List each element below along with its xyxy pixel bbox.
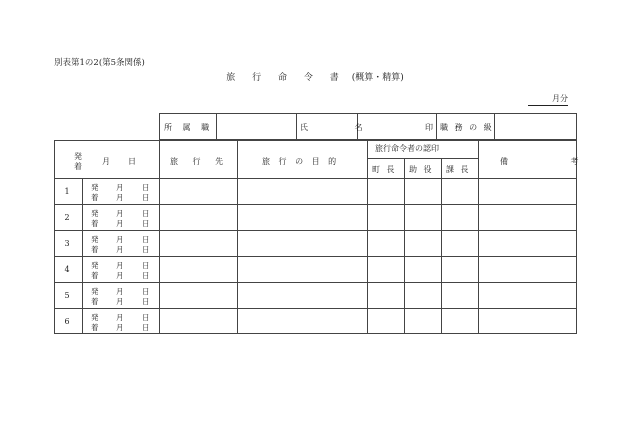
row-depart-label: 発 <box>91 261 99 270</box>
row-depart-day: 日 <box>142 313 150 322</box>
header-month: 月 <box>102 157 110 166</box>
row-approval-deputy-cell[interactable] <box>405 257 441 282</box>
grade-input[interactable] <box>495 114 576 139</box>
row-approval-mayor-cell[interactable] <box>368 309 404 334</box>
header-approval-group: 旅行命令者の認印 <box>375 144 439 153</box>
name-input[interactable] <box>358 114 426 139</box>
row-arrive-month: 月 <box>116 297 124 306</box>
row-approval-chief-cell[interactable] <box>442 231 478 256</box>
title-subtitle: (概算・精算) <box>351 73 404 83</box>
row-arrive-month: 月 <box>116 219 124 228</box>
row-destination-cell[interactable] <box>160 283 237 308</box>
row-depart-month: 月 <box>116 235 124 244</box>
row-arrive-month: 月 <box>116 323 124 332</box>
row-arrive-label: 着 <box>91 271 99 280</box>
header-remarks <box>500 158 609 166</box>
row-number: 2 <box>64 213 70 222</box>
row-remarks-cell[interactable] <box>479 231 576 256</box>
header-arrive: 着 <box>74 162 82 171</box>
row-purpose-cell[interactable] <box>238 257 367 282</box>
header-depart: 発 <box>74 152 82 161</box>
header-destination: 旅 行 先 <box>170 157 230 166</box>
row-depart-label: 発 <box>91 209 99 218</box>
row-arrive-month: 月 <box>116 245 124 254</box>
row-depart-day: 日 <box>142 209 150 218</box>
row-approval-deputy-cell[interactable] <box>405 283 441 308</box>
name-label-text: 氏 名 <box>300 123 385 132</box>
header-day: 日 <box>128 157 136 166</box>
row-arrive-label: 着 <box>91 323 99 332</box>
row-approval-mayor-cell[interactable] <box>368 179 404 204</box>
header-purpose: 旅 行 の 目 的 <box>262 157 340 166</box>
row-purpose-cell[interactable] <box>238 283 367 308</box>
row-approval-mayor-cell[interactable] <box>368 231 404 256</box>
row-depart-month: 月 <box>116 313 124 322</box>
row-purpose-cell[interactable] <box>238 179 367 204</box>
row-depart-month: 月 <box>116 287 124 296</box>
row-approval-deputy-cell[interactable] <box>405 309 441 334</box>
month-field[interactable]: 月分 <box>528 93 568 106</box>
row-arrive-day: 日 <box>142 245 150 254</box>
row-approval-deputy-cell[interactable] <box>405 231 441 256</box>
row-remarks-cell[interactable] <box>479 179 576 204</box>
row-number: 1 <box>64 187 70 196</box>
row-arrive-label: 着 <box>91 245 99 254</box>
row-depart-day: 日 <box>142 183 150 192</box>
row-approval-chief-cell[interactable] <box>442 205 478 230</box>
row-approval-deputy-cell[interactable] <box>405 179 441 204</box>
row-destination-cell[interactable] <box>160 309 237 334</box>
row-number: 4 <box>64 265 70 274</box>
row-depart-day: 日 <box>142 235 150 244</box>
reference-note: 別表第1の2(第5条関係) <box>54 58 145 68</box>
row-purpose-cell[interactable] <box>238 309 367 334</box>
row-approval-chief-cell[interactable] <box>442 283 478 308</box>
row-destination-cell[interactable] <box>160 205 237 230</box>
row-approval-chief-cell[interactable] <box>442 309 478 334</box>
row-destination-cell[interactable] <box>160 257 237 282</box>
row-depart-label: 発 <box>91 287 99 296</box>
row-depart-day: 日 <box>142 287 150 296</box>
row-destination-cell[interactable] <box>160 231 237 256</box>
row-remarks-cell[interactable] <box>479 283 576 308</box>
affiliation-label: 所 属 職 <box>164 123 214 132</box>
row-purpose-cell[interactable] <box>238 205 367 230</box>
row-arrive-day: 日 <box>142 323 150 332</box>
row-depart-label: 発 <box>91 183 99 192</box>
row-arrive-day: 日 <box>142 271 150 280</box>
row-number: 3 <box>64 239 70 248</box>
row-remarks-cell[interactable] <box>479 309 576 334</box>
header-approver-chief: 課 長 <box>446 165 471 174</box>
row-approval-mayor-cell[interactable] <box>368 205 404 230</box>
row-approval-deputy-cell[interactable] <box>405 205 441 230</box>
row-arrive-label: 着 <box>91 297 99 306</box>
row-depart-month: 月 <box>116 261 124 270</box>
row-depart-month: 月 <box>116 183 124 192</box>
row-depart-day: 日 <box>142 261 150 270</box>
row-arrive-month: 月 <box>116 193 124 202</box>
document-title <box>0 70 630 83</box>
row-approval-chief-cell[interactable] <box>442 257 478 282</box>
row-approval-mayor-cell[interactable] <box>368 257 404 282</box>
row-approval-chief-cell[interactable] <box>442 179 478 204</box>
row-arrive-day: 日 <box>142 219 150 228</box>
row-depart-label: 発 <box>91 313 99 322</box>
seal-label: 印 <box>425 123 433 132</box>
row-arrive-day: 日 <box>142 297 150 306</box>
title-text: 旅 行 命 令 書 <box>226 73 346 83</box>
header-approver-deputy: 助 役 <box>409 165 434 174</box>
row-remarks-cell[interactable] <box>479 205 576 230</box>
header-remarks-text: 備 考 <box>500 157 609 166</box>
row-arrive-day: 日 <box>142 193 150 202</box>
affiliation-input[interactable] <box>217 114 295 139</box>
row-arrive-month: 月 <box>116 271 124 280</box>
name-label <box>300 123 385 132</box>
header-approver-mayor: 町 長 <box>372 165 397 174</box>
row-arrive-label: 着 <box>91 219 99 228</box>
row-number: 6 <box>64 317 70 326</box>
row-depart-month: 月 <box>116 209 124 218</box>
row-approval-mayor-cell[interactable] <box>368 283 404 308</box>
row-depart-label: 発 <box>91 235 99 244</box>
row-arrive-label: 着 <box>91 193 99 202</box>
row-number: 5 <box>64 291 70 300</box>
grade-label: 職 務 の 級 <box>440 123 494 132</box>
row-remarks-cell[interactable] <box>479 257 576 282</box>
row-purpose-cell[interactable] <box>238 231 367 256</box>
row-destination-cell[interactable] <box>160 179 237 204</box>
